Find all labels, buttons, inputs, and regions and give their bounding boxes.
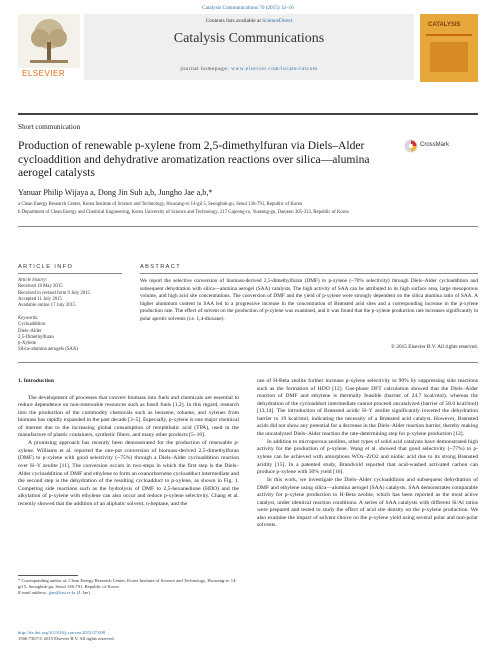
- footnote-rule: [18, 575, 78, 576]
- elsevier-logo[interactable]: [18, 14, 80, 78]
- body-column-right: [257, 378, 478, 530]
- footnote-text: * Corresponding author at: Clean Energy Research Center, Korea Institute of Science and Technology, Hwarang-ro 14-gil 5, Seongbuk-gu, Seoul 136-791, Republic of Korea.: [18, 578, 237, 589]
- elsevier-tree-icon: [18, 14, 80, 68]
- article-history: [18, 278, 122, 309]
- body-paragraph: The development of processes that convert biomass into fuels and chemicals are essential to reduce dependence on non-renewable resources such as fossil fuels [1,2]. In this regard, research into the production of the commodity chemicals such as benzene, toluene, and xylenes from biomass has rapidly expanded in the past decade [3–5]. Especially, p-xylene is one major chemical of interest due to the increasing global consumption of terephthalic acid (TPA), used in the manufacture of plastic containers, synthetic fibers, and many other products [5–10].: [18, 394, 239, 439]
- journal-header: [18, 14, 478, 84]
- keyword-item[interactable]: Silica–alumina aerogels (SAA): [18, 347, 78, 353]
- crossmark-icon: [404, 139, 418, 153]
- crossmark-label: CrossMark: [420, 142, 450, 148]
- keyword-item[interactable]: p-Xylene: [18, 341, 36, 347]
- journal-homepage: [84, 66, 414, 72]
- email-line: [18, 590, 239, 596]
- article-title: Production of renewable p-xylene from 2,5-dimethylfuran via Diels–Alder cycloaddition and dehydrative aromatization reactions over silica—alumina aerogel catalysts: [18, 139, 370, 180]
- history-received: Received 18 May 2015: [18, 284, 63, 290]
- abstract-rule: [140, 273, 478, 274]
- body-paragraph: A promising approach has recently been demonstrated for the production of renewable p-xylene. Williams et al. reported the one-pot conversion of biomass-derived 2,5-dimethylfuran (DMF) to p-xylene with good selectivity (~75%) through a Diels–Alder cycloaddition reaction over H–Y zeolite [11]. The conversion occurs in two-steps in which the first step is the Diels–Alder cycloaddition of DMF and ethylene to form an oxanorbornene cycloadduct intermediate and the second step is the dehydration of the resulting cycloadduct to p-xylene, as shown in Fig. 1. Competing side reactions such as the hydrolysis of DMF to 2,5-hexanedione (HDO) and the alkylation of p-xylene with ethylene can also occur and reduce p-xylene selectivity. Chang et al. recently showed that the addition of an aliphatic solvent, n-heptane, and the: [18, 440, 239, 507]
- homepage-prefix: journal homepage:: [180, 66, 232, 72]
- body-paragraph: In addition to microporous zeolites, other types of solid acid catalysts have demonstrated high activity for the production of p-xylene. Wang et al. showed that good selectivity (~77%) to p-xylene can be achieved with amorphous WOx–ZrO2 and niobic acid due to its strong Brønsted acidity [15]. In a patented study, Brandvold reported that acid-washed activated carbon can produce p-xylene with 30% yield [16].: [257, 438, 478, 476]
- email-prefix: E-mail address:: [18, 590, 49, 595]
- author-list: Yanuar Philip Wijaya a, Dong Jin Suh a,b, Jungho Jae a,b,*: [18, 188, 213, 197]
- elsevier-wordmark: ELSEVIER: [22, 69, 66, 78]
- cover-image: [430, 42, 468, 72]
- keyword-item[interactable]: Cycloaddition: [18, 322, 46, 328]
- affiliation-rule: [18, 226, 478, 227]
- doi-link[interactable]: http://dx.doi.org/10.1016/j.catcom.2015.07.008: [18, 630, 106, 635]
- homepage-link[interactable]: www.elsevier.com/locate/catcom: [231, 66, 318, 72]
- keyword-item[interactable]: Diels–Alder: [18, 328, 42, 334]
- corresponding-author-footnote: [18, 578, 239, 596]
- cover-bar: [426, 34, 472, 36]
- sciencedirect-link[interactable]: ScienceDirect: [262, 18, 293, 24]
- journal-title[interactable]: Catalysis Communications: [173, 31, 325, 46]
- doi-block: [18, 630, 115, 642]
- contents-line: [84, 18, 414, 24]
- article-info-heading: ARTICLE INFO: [18, 264, 74, 270]
- crossmark-button[interactable]: [404, 139, 466, 155]
- issn-line: 1566-7367/© 2015 Elsevier B.V. All rights reserved.: [18, 636, 115, 641]
- cover-title: CATALYSIS: [428, 22, 461, 28]
- email-link[interactable]: jjae@kist.re.kr: [48, 590, 76, 595]
- keywords-heading: Keywords:: [18, 316, 39, 321]
- keyword-item[interactable]: 2,5-Dimethylfuran: [18, 334, 54, 340]
- section-heading: 1. Introduction: [18, 378, 54, 384]
- header-rule: [18, 113, 478, 115]
- article-info-rule: [18, 273, 122, 274]
- body-paragraph: In this work, we investigate the Diels–Alder cycloaddition and subsequent dehydration of DMF and ethylene using silica—alumina aerogel (SAA) catalysts. SAA demonstrates comparable activity for p-xylene production to H-Beta zeolite, which has been reported as the most active catalyst, under identical reaction conditions. A series of SAA catalysts with different Si/Al ratios were prepared and tested to study the effect of acid site density on the p-xylene production. We also examine the impact of solvent choice on the p-xylene yield using several polar and non-polar solvents.: [257, 477, 478, 529]
- history-accepted: Accepted 11 July 2015: [18, 296, 62, 302]
- body-paragraph: use of H-Beta zeolite further increase p-xylene selectivity to 90% by suppressing side reactions such as the formation of HDO [12]. Gas-phase DFT calculation showed that the Diels–Alder reaction of DMF and ethylene is thermally feasible (barrier of 24.7 kcal/mol), whereas the dehydration of the cycloadduct intermediate cannot proceed uncatalyzed (barrier of 58.0 kcal/mol) [13,14]. The introduction of Brønsted acidic H–Y zeolite significantly lowered the dehydration barrier to 19 kcal/mol, indicating the necessity of a Brønsted acid catalyst. However, Brønsted acids did not show any potential for a decrease in the Diels–Alder reaction barrier, thereby making the uncatalyzed Diels–Alder reaction the rate-determining step for p-xylene production [12].: [257, 378, 478, 437]
- journal-citation[interactable]: Catalysis Communications 70 (2015) 12–16: [202, 5, 294, 11]
- history-revised: Received in revised form 9 July 2015: [18, 290, 90, 296]
- abstract-heading: ABSTRACT: [140, 264, 182, 270]
- body-column-left: [18, 378, 239, 509]
- contents-prefix: Contents lists available at: [205, 18, 263, 24]
- affiliation-a: a Clean Energy Research Center, Korea Institute of Science and Technology, Hwarang-ro 14-gil 5, Seongbuk-gu, Seoul 136-791, Republic of Korea: [18, 202, 303, 207]
- abstract-text: We report the selective conversion of biomass-derived 2,5-dimethylfuran (DMF) to p-xylene (~70% selectivity) through Diels–Alder cycloaddition and subsequent dehydration with silica—alumina aerogel (SAA) catalysts. The high activity of SAA can be attributed to its high surface area, large mesoporous volume, and high acid site concentrations. The conversion of DMF and the yield of p-xylene were strongly dependent on the silica alumina ratio of SAA. A higher aluminum content in SAA led to a progressive increase in the concentration of Brønsted acid sites and a corresponding increase in the p-xylene production rate. The effect of solvent on the production of p-xylene was examined, and it was found that the p-xylene production rate increases significantly in polar aprotic solvents (i.e. 1,4-dioxane).: [140, 278, 478, 322]
- affiliation-b: b Department of Clean Energy and Chemical Engineering, Korea University of Science and Technology, 217 Gajeong-ro, Yuseong-gu, Daejeon 305-333, Republic of Korea: [18, 210, 349, 215]
- article-type: Short communication: [18, 123, 81, 131]
- abstract-copyright: © 2015 Elsevier B.V. All rights reserved.: [390, 344, 478, 350]
- journal-banner: [84, 14, 414, 80]
- email-suffix: (J. Jae).: [75, 590, 91, 595]
- journal-cover-thumbnail[interactable]: [420, 14, 478, 82]
- history-online: Available online 17 July 2015: [18, 303, 76, 309]
- body-rule: [18, 362, 478, 363]
- history-heading: Article history:: [18, 278, 48, 283]
- keywords-block: [18, 316, 122, 354]
